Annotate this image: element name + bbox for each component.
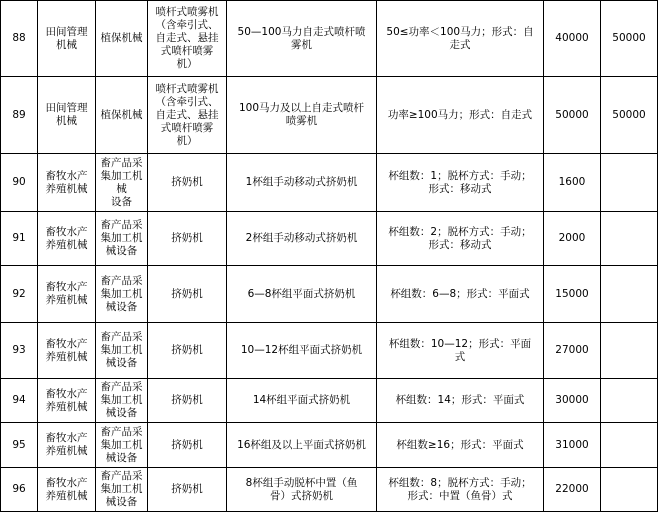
price-value: 50000: [544, 77, 601, 154]
table-row: [1, 423, 658, 468]
subsidy-value: [601, 266, 658, 323]
row-number: 90: [1, 154, 38, 212]
machine-model: 14杯组平面式挤奶机: [227, 379, 377, 423]
price-value: 2000: [544, 212, 601, 266]
machine-category: 畜牧水产 养殖机械: [38, 154, 96, 212]
machine-spec: 杯组数：10—12；形式：平面 式: [377, 323, 544, 379]
machine-model: 50—100马力自走式喷杆喷 雾机: [227, 1, 377, 77]
table-row: [1, 266, 658, 323]
machine-category: 畜牧水产 养殖机械: [38, 379, 96, 423]
machine-subcategory: 植保机械: [96, 1, 148, 77]
machine-category: 畜牧水产 养殖机械: [38, 468, 96, 512]
machine-spec: 杯组数≥16；形式：平面式: [377, 423, 544, 468]
machine-model: 8杯组手动脱杯中置（鱼 骨）式挤奶机: [227, 468, 377, 512]
machine-spec: 50≤功率＜100马力；形式：自 走式: [377, 1, 544, 77]
table-row: [1, 379, 658, 423]
machine-item: 挤奶机: [148, 379, 227, 423]
row-number: 89: [1, 77, 38, 154]
subsidy-value: [601, 212, 658, 266]
price-value: 31000: [544, 423, 601, 468]
machine-model: 100马力及以上自走式喷杆 喷雾机: [227, 77, 377, 154]
table-row: [1, 468, 658, 512]
row-number: 88: [1, 1, 38, 77]
machine-subcategory: 畜产品采 集加工机 械设备: [96, 323, 148, 379]
machine-subcategory: 畜产品采 集加工机 械设备: [96, 423, 148, 468]
machine-spec: 功率≥100马力；形式：自走式: [377, 77, 544, 154]
table-row: [1, 212, 658, 266]
subsidy-value: [601, 468, 658, 512]
row-number: 93: [1, 323, 38, 379]
subsidy-value: [601, 423, 658, 468]
machine-model: 1杯组手动移动式挤奶机: [227, 154, 377, 212]
price-value: 27000: [544, 323, 601, 379]
machine-spec: 杯组数：14；形式：平面式: [377, 379, 544, 423]
price-value: 22000: [544, 468, 601, 512]
machine-category: 畜牧水产 养殖机械: [38, 212, 96, 266]
table-row: [1, 323, 658, 379]
subsidy-value: 50000: [601, 77, 658, 154]
machine-item: 挤奶机: [148, 468, 227, 512]
machine-subcategory: 畜产品采 集加工机 械 设备: [96, 154, 148, 212]
machine-subcategory: 畜产品采 集加工机 械设备: [96, 379, 148, 423]
machine-item: 挤奶机: [148, 423, 227, 468]
machine-category: 田间管理 机械: [38, 1, 96, 77]
machine-subcategory: 畜产品采 集加工机 械设备: [96, 212, 148, 266]
machine-category: 田间管理 机械: [38, 77, 96, 154]
table-row: [1, 1, 658, 77]
row-number: 94: [1, 379, 38, 423]
price-value: 40000: [544, 1, 601, 77]
machine-model: 6—8杯组平面式挤奶机: [227, 266, 377, 323]
row-number: 91: [1, 212, 38, 266]
machine-spec: 杯组数：6—8；形式：平面式: [377, 266, 544, 323]
subsidy-value: 50000: [601, 1, 658, 77]
machine-model: 16杯组及以上平面式挤奶机: [227, 423, 377, 468]
machine-model: 10—12杯组平面式挤奶机: [227, 323, 377, 379]
row-number: 96: [1, 468, 38, 512]
machine-item: 喷杆式喷雾机 （含牵引式、 自走式、悬挂 式喷杆喷雾 机）: [148, 77, 227, 154]
row-number: 92: [1, 266, 38, 323]
price-value: 1600: [544, 154, 601, 212]
row-number: 95: [1, 423, 38, 468]
table-row: [1, 154, 658, 212]
machine-category: 畜牧水产 养殖机械: [38, 266, 96, 323]
machine-item: 挤奶机: [148, 323, 227, 379]
machine-item: 挤奶机: [148, 154, 227, 212]
machine-spec: 杯组数：8；脱杯方式：手动； 形式：中置（鱼骨）式: [377, 468, 544, 512]
subsidy-value: [601, 154, 658, 212]
table-row: [1, 77, 658, 154]
machine-category: 畜牧水产 养殖机械: [38, 323, 96, 379]
machine-model: 2杯组手动移动式挤奶机: [227, 212, 377, 266]
machine-subcategory: 畜产品采 集加工机 械设备: [96, 468, 148, 512]
machine-item: 挤奶机: [148, 212, 227, 266]
subsidy-value: [601, 379, 658, 423]
price-value: 15000: [544, 266, 601, 323]
machine-spec: 杯组数：1；脱杯方式：手动； 形式：移动式: [377, 154, 544, 212]
machine-category: 畜牧水产 养殖机械: [38, 423, 96, 468]
machine-spec: 杯组数：2；脱杯方式：手动； 形式：移动式: [377, 212, 544, 266]
machine-item: 挤奶机: [148, 266, 227, 323]
price-value: 30000: [544, 379, 601, 423]
machine-subcategory: 畜产品采 集加工机 械设备: [96, 266, 148, 323]
machine-subcategory: 植保机械: [96, 77, 148, 154]
machine-item: 喷杆式喷雾机 （含牵引式、 自走式、悬挂 式喷杆喷雾 机）: [148, 1, 227, 77]
subsidy-value: [601, 323, 658, 379]
